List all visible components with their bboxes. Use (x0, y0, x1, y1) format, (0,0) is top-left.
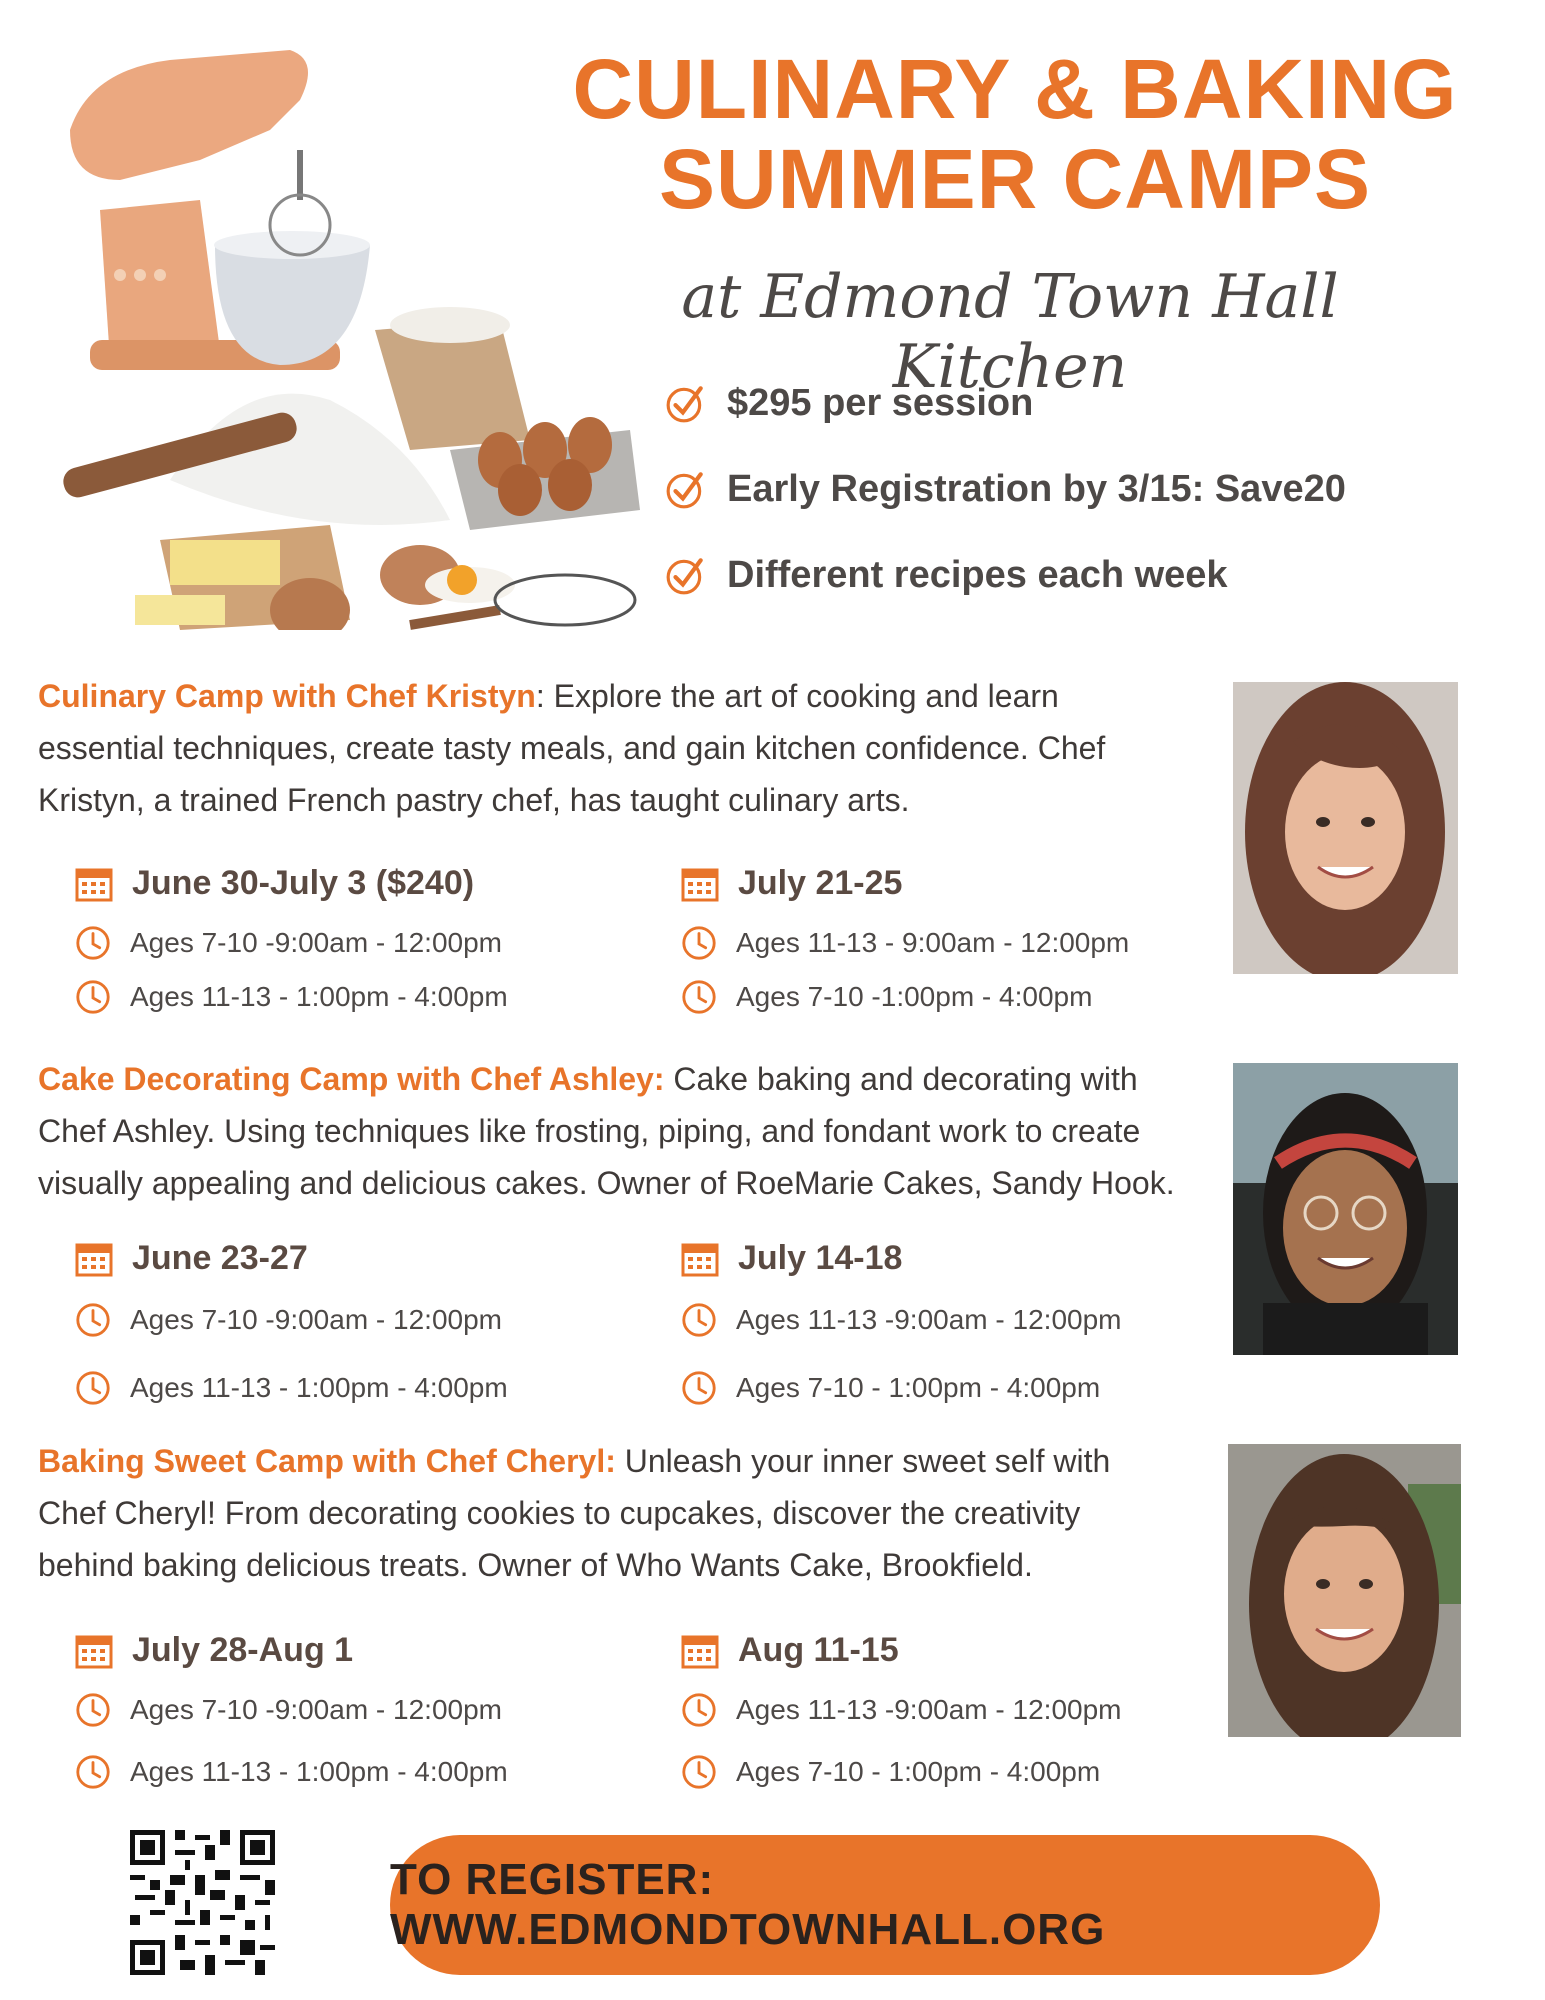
time-slot (680, 918, 1240, 968)
camp-title: Culinary Camp with Chef Kristyn (38, 678, 536, 714)
time-slot (74, 1363, 634, 1413)
session-block (680, 858, 1240, 1022)
calendar-icon (74, 1238, 114, 1278)
title-line-1: CULINARY & BAKING (572, 42, 1458, 136)
qr-code[interactable] (130, 1830, 275, 1975)
time-slot-text: Ages 11-13 - 9:00am - 12:00pm (736, 927, 1130, 958)
highlight-item (665, 532, 1365, 618)
time-slot-text: Ages 11-13 - 1:00pm - 4:00pm (130, 981, 508, 1012)
page-title (520, 44, 1510, 224)
session-block (74, 858, 634, 1022)
highlight-item (665, 446, 1365, 532)
camp-description (38, 670, 1158, 826)
session-block (74, 1625, 634, 1797)
time-slot-text: Ages 7-10 -9:00am - 12:00pm (130, 927, 502, 958)
highlights-list (665, 360, 1365, 618)
camp-text: : Explore the art of cooking and learn essential techniques, create tasty meals, and gain kitchen confidence. Chef Kristyn, a trained French pastry chef, has taught culinary arts. (38, 678, 1106, 818)
camp-section-cake-decorating (38, 1053, 1208, 1433)
time-slot (680, 1747, 1240, 1797)
time-slot-text: Ages 11-13 -9:00am - 12:00pm (736, 1694, 1122, 1725)
clock-icon (680, 1753, 718, 1791)
time-slot-text: Ages 7-10 -9:00am - 12:00pm (130, 1694, 502, 1725)
session-block (680, 1233, 1240, 1413)
page-subtitle: at Edmond Town Hall Kitchen (681, 262, 1339, 402)
session-date (680, 858, 1240, 908)
time-slot (74, 1295, 634, 1345)
time-slot-text: Ages 7-10 -9:00am - 12:00pm (130, 1304, 502, 1335)
clock-icon (680, 978, 718, 1016)
session-date (680, 1233, 1240, 1283)
check-circle-icon (665, 382, 707, 424)
clock-icon (74, 1301, 112, 1339)
title-line-2: SUMMER CAMPS (658, 132, 1371, 226)
camp-section-baking-sweet (38, 1435, 1208, 1815)
time-slot (74, 972, 634, 1022)
clock-icon (74, 1753, 112, 1791)
calendar-icon (680, 863, 720, 903)
time-slot-text: Ages 11-13 -9:00am - 12:00pm (736, 1304, 1122, 1335)
calendar-icon (680, 1238, 720, 1278)
session-date-text: June 23-27 (132, 1238, 308, 1277)
session-date (74, 1625, 634, 1675)
session-date-text: June 30-July 3 ($240) (132, 863, 475, 902)
time-slot (680, 972, 1240, 1022)
clock-icon (680, 1369, 718, 1407)
highlight-text: $295 per session (727, 381, 1034, 424)
check-circle-icon (665, 468, 707, 510)
clock-icon (74, 1691, 112, 1729)
clock-icon (680, 924, 718, 962)
highlight-text: Different recipes each week (727, 553, 1228, 596)
camp-description (38, 1053, 1178, 1209)
time-slot (74, 918, 634, 968)
time-slot (680, 1295, 1240, 1345)
session-date-text: July 28-Aug 1 (132, 1630, 354, 1669)
clock-icon (74, 978, 112, 1016)
highlight-item (665, 360, 1365, 446)
camp-section-culinary (38, 670, 1208, 1050)
time-slot (74, 1685, 634, 1735)
time-slot (74, 1747, 634, 1797)
camp-text: Cake baking and decorating with Chef Ashley. Using techniques like frosting, piping, and fondant work to create visually appealing and delicious cakes. Owner of RoeMarie Cakes, Sandy Hook. (38, 1061, 1175, 1201)
check-circle-icon (665, 554, 707, 596)
session-block (74, 1233, 634, 1413)
calendar-icon (74, 1630, 114, 1670)
time-slot-text: Ages 11-13 - 1:00pm - 4:00pm (130, 1756, 508, 1787)
chef-kristyn-photo (1233, 682, 1458, 974)
time-slot-text: Ages 7-10 -1:00pm - 4:00pm (736, 981, 1093, 1012)
time-slot (680, 1685, 1240, 1735)
camp-description (38, 1435, 1138, 1591)
session-date (680, 1625, 1240, 1675)
time-slot-text: Ages 11-13 - 1:00pm - 4:00pm (130, 1372, 508, 1403)
camp-title: Baking Sweet Camp with Chef Cheryl: (38, 1443, 616, 1479)
clock-icon (74, 924, 112, 962)
camp-text: Unleash your inner sweet self with Chef Cheryl! From decorating cookies to cupcakes, discover the creativity behind baking delicious treats. Owner of Who Wants Cake, Brookfield. (38, 1443, 1111, 1583)
time-slot-text: Ages 7-10 - 1:00pm - 4:00pm (736, 1372, 1101, 1403)
time-slot (680, 1363, 1240, 1413)
session-date-text: Aug 11-15 (738, 1630, 899, 1669)
session-date (74, 858, 634, 908)
chef-ashley-photo (1233, 1063, 1458, 1355)
calendar-icon (74, 863, 114, 903)
register-link-text[interactable]: TO REGISTER: WWW.EDMONDTOWNHALL.ORG (390, 1855, 1106, 1954)
chef-cheryl-photo (1228, 1444, 1461, 1737)
clock-icon (680, 1301, 718, 1339)
session-date (74, 1233, 634, 1283)
register-banner[interactable] (390, 1835, 1380, 1975)
clock-icon (74, 1369, 112, 1407)
clock-icon (680, 1691, 718, 1729)
calendar-icon (680, 1630, 720, 1670)
time-slot-text: Ages 7-10 - 1:00pm - 4:00pm (736, 1756, 1101, 1787)
session-block (680, 1625, 1240, 1797)
highlight-text: Early Registration by 3/15: Save20 (727, 467, 1346, 510)
session-date-text: July 21-25 (738, 863, 903, 902)
camp-title: Cake Decorating Camp with Chef Ashley: (38, 1061, 665, 1097)
session-date-text: July 14-18 (738, 1238, 903, 1277)
